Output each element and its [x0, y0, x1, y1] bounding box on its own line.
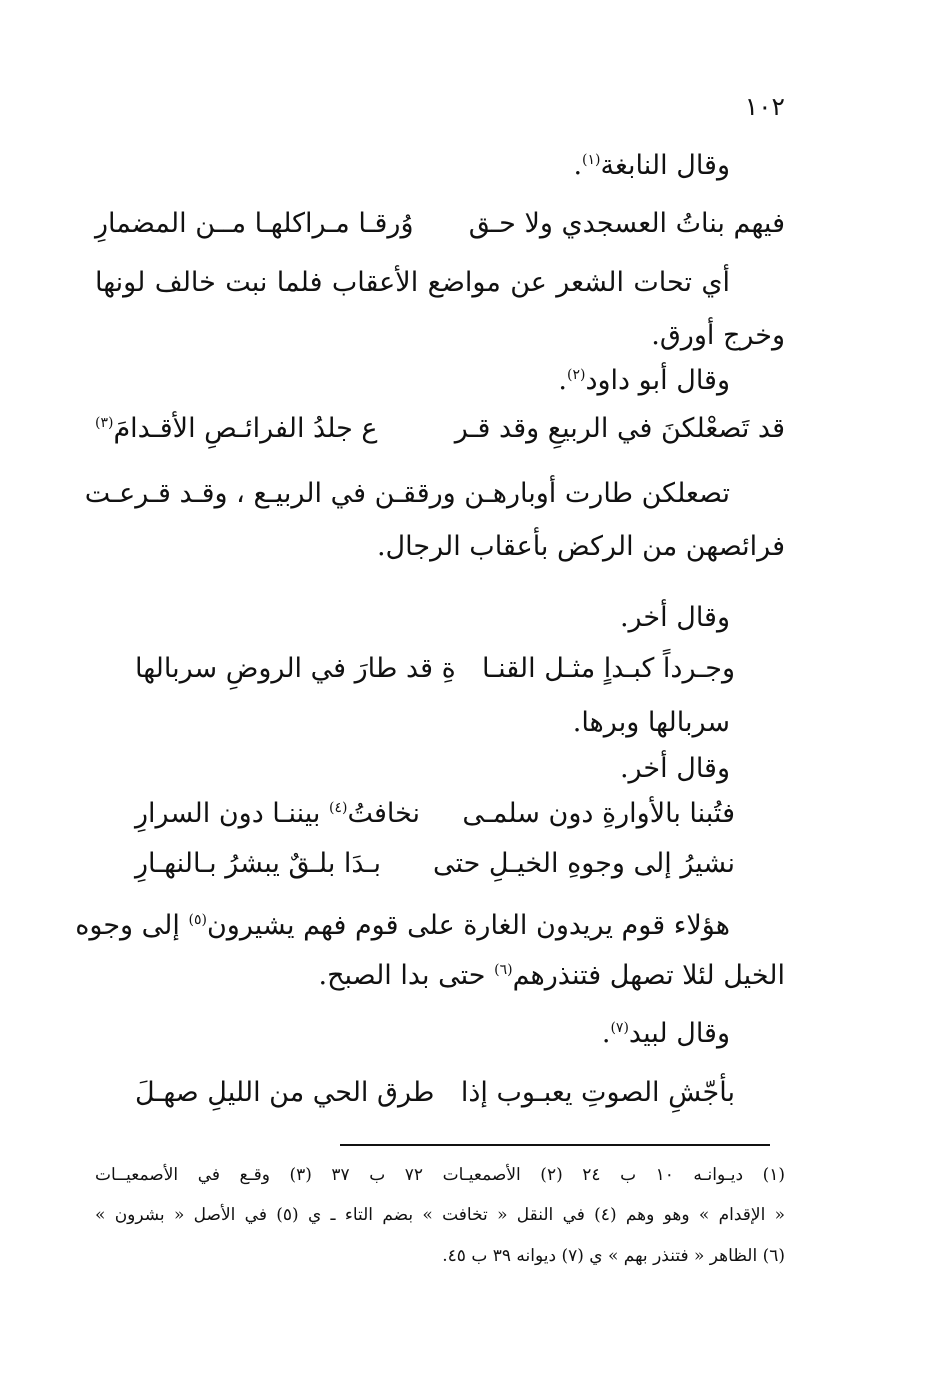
verse-hemistich-first: وجـرداً كبـداٍ مثـل القنـا — [481, 653, 735, 684]
commentary-line: الخيل لئلا تصهل فتنذرهم$^{(٦)}$ حتى بدا الصبح. — [318, 960, 785, 991]
verse-hemistich-first: فتُبنا بالأوارةِ دون سلمـى — [462, 798, 735, 829]
verse-hemistich-second: ةِ قد طارَ في الروضِ سربالها — [135, 653, 456, 684]
verse-hemistich-second: طرق الحي من الليلِ صهـلَ — [135, 1077, 435, 1108]
verse-hemistich-first: بأجّشِ الصوتِ يعبـوب إذا — [460, 1077, 735, 1108]
footnote-ref: (٦) — [494, 962, 513, 978]
commentary-line: تصعلكن طارت أوبارهـن ورققـن في الربيـع ، وقـد قـرعـت — [84, 478, 730, 509]
page-number: ١٠٢ — [744, 92, 785, 121]
verse-line — [135, 653, 735, 684]
attribution-nabigha: وقال النابغة$^{(١)}$. — [573, 150, 730, 181]
footnote-divider — [340, 1144, 770, 1146]
commentary-line: وخرج أورق. — [651, 320, 785, 351]
footnote-ref: (٤) — [329, 800, 348, 816]
verse-line — [95, 208, 785, 239]
attribution-labid: وقال لبيد$^{(٧)}$. — [601, 1018, 730, 1049]
footnote-line: (١) ديـوانـه ١٠ ب ٢٤ (٢) الأصمعيـات ٧٢ ب ٣٧ (٣) وقـع في الأصمعيــات — [95, 1165, 786, 1185]
verse-hemistich-second: بـدَا بلـقٌ يبشرُ بـالنهـارِ — [135, 848, 382, 879]
attribution-other: وقال أخر. — [619, 753, 730, 784]
verse-hemistich-second: نخافتُ$^{(٤)}$ بيننـا دون السرارِ — [135, 798, 421, 829]
verse-line — [135, 848, 735, 879]
attribution-text: وقال لبيد — [628, 1018, 730, 1049]
footnote-ref: (٢) — [567, 367, 586, 383]
attribution-abu-dawud: وقال أبو داود$^{(٢)}$. — [558, 365, 730, 396]
footnote-line: (٦) الظاهر « فتنذر بهم » ي (٧) ديوانه ٣٩ ب ٤٥. — [442, 1246, 785, 1266]
verse-hemistich-first: فيهم بناتُ العسجدي ولا حـق — [468, 208, 785, 239]
footnote-line: « الإقدام » وهو وهم (٤) في النقل « تخافت » بضم التاء ـ ي (٥) في الأصل « بشرون » — [95, 1205, 785, 1225]
commentary-line: هؤلاء قوم يريدون الغارة على قوم فهم يشيرون$^{(٥)}$ إلى وجوه — [75, 910, 730, 941]
commentary-line: فرائصهن من الركض بأعقاب الرجال. — [376, 531, 785, 562]
verse-line — [135, 798, 735, 829]
footnote-ref: (٣) — [95, 415, 114, 431]
commentary-line: سربالها وبرها. — [572, 707, 730, 738]
verse-line — [95, 413, 785, 444]
attribution-text: وقال أبو داود — [585, 365, 730, 396]
book-page — [75, 80, 786, 1300]
footnote-ref: (٧) — [610, 1020, 629, 1036]
verse-hemistich-first: نشيرُ إلى وجوهِ الخيـلِ حتى — [432, 848, 735, 879]
verse-line — [135, 1077, 735, 1108]
attribution-other: وقال أخر. — [619, 602, 730, 633]
verse-hemistich-second: ع جلدُ الفرائـصِ الأقـدامَ$^{(٣)}$ — [95, 413, 378, 444]
verse-hemistich-second: وُرقـا مـراكلهـا مــن المضمارِ — [95, 208, 414, 239]
commentary-line: أي تحات الشعر عن مواضع الأعقاب فلما نبت خالف لونها — [95, 267, 730, 298]
footnote-ref: (١) — [582, 152, 601, 168]
attribution-text: وقال النابغة — [600, 150, 730, 181]
verse-hemistich-first: قد تَصعْلكنَ في الربيعِ وقد قـر — [454, 413, 785, 444]
footnote-ref: (٥) — [188, 912, 207, 928]
